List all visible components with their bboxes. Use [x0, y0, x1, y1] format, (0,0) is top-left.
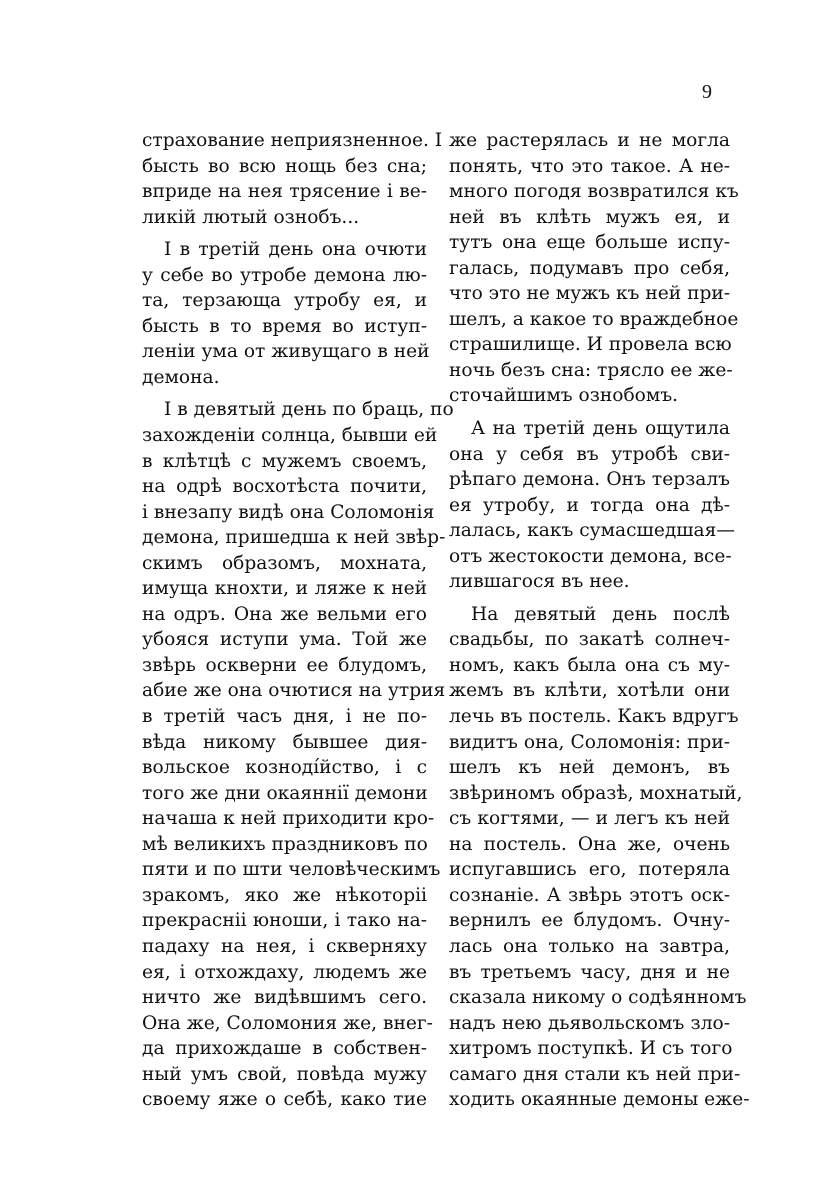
text-line: много погодя возвратился къ	[449, 181, 739, 203]
text-line: і внезапу видѣ она Соломонія	[142, 501, 435, 523]
text-line: ный умъ свой, повѣда мужу	[142, 1063, 427, 1085]
text-line: на постель. Она же, очень	[449, 833, 730, 855]
text-line: леніи ума от живущаго в ней	[142, 341, 430, 363]
text-line: свадьбы, по закатѣ солнеч-	[449, 629, 730, 651]
text-line: падаху на нея, і скверняху	[142, 935, 427, 957]
text-line: страшилище. И провела всю	[449, 334, 732, 356]
text-line: на одрѣ восхотѣста почити,	[142, 476, 427, 498]
paragraph-gap	[449, 409, 730, 416]
text-line: в клѣтцѣ с мужемъ своемъ,	[142, 450, 427, 472]
text-line: лалась, какъ сумасшедшая—	[449, 520, 735, 542]
text-line: демона.	[142, 366, 220, 388]
text-line: ея, і отхождаху, людемъ же	[142, 961, 427, 983]
paragraph	[449, 416, 735, 595]
paragraph	[142, 237, 430, 390]
text-line: понять, что это такое. А не-	[449, 155, 730, 177]
text-line: звѣриномъ образѣ, мохнатый,	[449, 782, 743, 804]
text-line: на одръ. Она же вельми его	[142, 603, 427, 625]
text-line: захожденіи солнца, бывши ей	[142, 425, 438, 447]
paragraph	[142, 397, 454, 1112]
text-line: шелъ, а какое то враждебное	[449, 308, 739, 330]
text-line: мѣ великихъ праздниковъ по	[142, 833, 428, 855]
text-line: съ когтями, — и легъ къ ней	[449, 808, 730, 830]
page-number: 9	[702, 81, 712, 103]
text-line: тутъ она еще больше испу-	[449, 232, 730, 254]
text-line: та, терзающа утробу ея, и	[142, 290, 427, 312]
text-line: убояся иступи ума. Той же	[142, 629, 427, 651]
text-line: номъ, какъ была она съ му-	[449, 654, 730, 676]
text-line: прекрасніі юноши, і тако на-	[142, 910, 427, 932]
text-line: вприде на нея трясение і ве-	[142, 181, 427, 203]
left-column	[142, 128, 454, 1113]
text-line: страхование неприязненное. I	[142, 130, 443, 151]
text-line: надъ нею дьявольскомъ зло-	[449, 1012, 730, 1034]
text-line: хитромъ поступкѣ. И съ того	[449, 1038, 733, 1060]
text-line: начаша к ней приходити кро-	[142, 808, 435, 830]
text-line: ней въ клѣть мужъ ея, и	[449, 206, 730, 228]
text-line: звѣрь оскверни ее блудомъ,	[142, 654, 427, 676]
text-line: имуща кнохти, и ляже к ней	[142, 578, 427, 600]
paragraph	[142, 128, 443, 230]
text-line: она у себя въ утробѣ сви-	[449, 443, 730, 465]
text-line: вѣда никому бывшее дия-	[142, 731, 427, 753]
text-line: лившагося въ нее.	[449, 571, 630, 593]
text-line: шелъ къ ней демонъ, въ	[449, 757, 730, 779]
text-line: ничто же видѣвшимъ сего.	[142, 987, 427, 1009]
text-line: абие же она очютися на утрия	[142, 680, 446, 702]
text-line: зракомъ, яко же нѣкоторіі	[142, 884, 427, 906]
text-line: бысть во всю нощь без сна;	[142, 155, 427, 177]
text-line: сознаніе. А звѣрь этотъ оск-	[449, 884, 730, 906]
text-line: вернилъ ее блудомъ. Очну-	[449, 910, 730, 932]
text-line: I в третій день она очюти	[164, 239, 427, 261]
text-line: демона, пришедша к ней звѣр-	[142, 527, 446, 549]
text-line: того же дни окаяннії демони	[142, 782, 428, 804]
text-line: А на третій день ощутила	[471, 418, 730, 440]
text-line: галась, подумавъ про себя,	[449, 257, 730, 279]
text-line: ея утробу, и тогда она дѣ-	[449, 494, 730, 516]
paragraph	[449, 128, 739, 409]
text-line: у себе во утробе демона лю-	[142, 264, 427, 286]
paragraph	[449, 602, 750, 1113]
text-line: отъ жестокости демона, все-	[449, 545, 732, 567]
text-line: Она же, Соломония же, внег-	[142, 1012, 433, 1034]
paragraph-gap	[142, 230, 427, 237]
text-line: вольское козноді́йство, і с	[142, 757, 427, 779]
text-line: въ третьемъ часу, дня и не	[449, 961, 730, 983]
text-line: лечь въ постель. Какъ вдругъ	[449, 706, 739, 728]
text-line: в третій часъ дня, і не по-	[142, 706, 427, 728]
text-line: бысть в то время во иступ-	[142, 315, 427, 337]
text-line: На девятый день послѣ	[471, 603, 730, 625]
right-column	[449, 128, 750, 1113]
text-line: что это не мужъ къ ней при-	[449, 283, 731, 305]
text-line: скимъ образомъ, мохната,	[142, 552, 427, 574]
text-line: жемъ въ клѣти, хотѣли они	[449, 680, 730, 702]
text-line: I в девятый день по браць, по	[164, 399, 454, 421]
text-line: же растерялась и не могла	[449, 130, 730, 151]
text-line: видитъ она, Соломонія: при-	[449, 731, 730, 753]
text-line: пяти и по шти человѣческимъ	[142, 859, 441, 881]
text-line: ходить окаянные демоны еже-	[449, 1089, 750, 1111]
text-line: сточайшимъ ознобомъ.	[449, 385, 679, 407]
text-line: испугавшись его, потеряла	[449, 859, 730, 881]
text-line: самаго дня стали къ ней при-	[449, 1063, 741, 1085]
text-line: ночь безъ сна: трясло ее же-	[449, 359, 733, 381]
text-line: да прихождаше в собствен-	[142, 1038, 427, 1060]
paragraph-gap	[449, 595, 730, 602]
text-line: ликій лютый ознобъ...	[142, 206, 360, 228]
text-line: лась она только на завтра,	[449, 935, 730, 957]
text-line: своему яже о себѣ, како тие	[142, 1089, 427, 1111]
text-line: рѣпаго демона. Онъ терзалъ	[449, 469, 730, 491]
paragraph-gap	[142, 390, 427, 397]
text-line: сказала никому о содѣянномъ	[449, 987, 747, 1009]
